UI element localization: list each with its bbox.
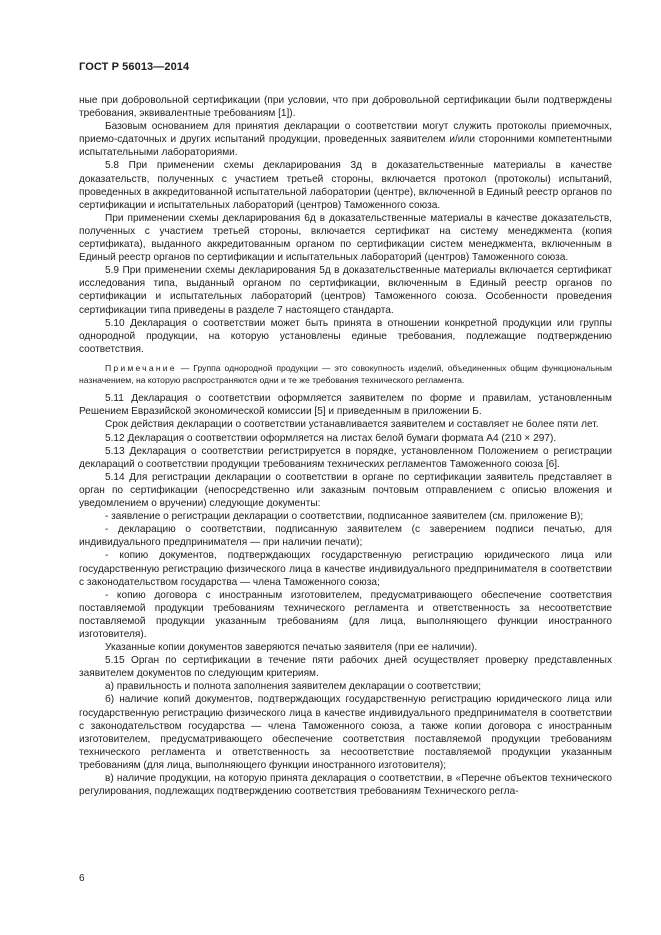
standard-designation: ГОСТ Р 56013—2014 [79,61,190,73]
body-paragraph: - декларацию о соответствии, подписанную заявителем (с заверением подписи печатью, для индивидуального предпринимателя — при наличии печати); [79,524,612,549]
body-paragraph: 5.10 Декларация о соответствии может быть принята в отношении конкретной продукции или группы однородной продукции, на которую установлены единые требования, подлежащие подтверждению соответствия. [79,317,612,355]
body-paragraph: 5.13 Декларация о соответствии регистрируется в порядке, установленном Положением о регистрации деклараций о соответствии продукции требованиям технических регламентов Таможенного союза [6]. [79,445,612,470]
body-paragraph: 5.15 Орган по сертификации в течение пяти рабочих дней осуществляет проверку представленных заявителем документов по следующим критериям. [79,655,612,680]
body-paragraph: Указанные копии документов заверяются печатью заявителя (при ее наличии). [105,642,478,654]
body-paragraph: 5.8 При применении схемы декларирования 3д в доказательственные материалы в качестве доказательств, полученных с участием третьей стороны, включается протокол (протоколы) испытаний, проведенных в аккредитованной испытательной лаборатории (центре), включенной в Единый реестр органов по сертификации и испытательных лабораторий (центров) Таможенного союза. [79,160,612,211]
body-paragraph: 5.12 Декларация о соответствии оформляется на листах белой бумаги формата А4 (210 × 297). [105,432,557,444]
body-paragraph: - копию документов, подтверждающих государственную регистрацию юридического лица или государственную регистрацию физического лица в качестве индивидуального предпринимателя в соответствии с законодательством государства — члена Таможенного союза; [79,550,612,588]
body-paragraph: 5.14 Для регистрации декларации о соответствии в органе по сертификации заявитель представляет в орган по сертификации (непосредственно или заказным почтовым отправлением с описью вложения и уведомлением о вручении) следующие документы: [79,471,612,510]
body-paragraph: Базовым основанием для принятия декларации о соответствии могут служить протоколы приемочных, приемо-сдаточных и других испытаний продукции, проведенных заявителем и/или сторонними компетентными испытательными лабораториями. [79,121,612,159]
body-paragraph: б) наличие копий документов, подтверждающих государственную регистрацию юридического лица или государственную регистрацию физического лица в качестве индивидуального предпринимателя в соответствии с законодательством государства — члена Таможенного союза, а также копии договора с иностранным изготовителем, предусматривающего обеспечение соответствия поставляемой продукции требованиям технического регламента и ответственность за несоответствие поставляемой продукции указанным требованиям (для лица, выполняющего функции иностранного изготовителя); [79,694,612,771]
note-label: Примечание [105,362,177,373]
page-number: 6 [79,873,85,884]
body-paragraph: - заявление о регистрации декларации о соответствии, подписанное заявителем (см. приложение В); [105,511,584,523]
body-paragraph: Срок действия декларации о соответствии устанавливается заявителем и составляет не более пяти лет. [105,419,599,431]
body-paragraph: 5.9 При применении схемы декларирования 5д в доказательственные материалы включается сертификат исследования типа, выданный органом по сертификации, включенным в Единый реестр органов по сертификации и испытательных лабораторий (центров) Таможенного союза. Особенности проведения сертификации типа приведены в разделе 7 настоящего стандарта. [79,265,612,316]
body-paragraph: 5.11 Декларация о соответствии оформляется заявителем по форме и правилам, установленным Решением Евразийской экономической комиссии [5] и приведенным в приложении Б. [79,393,612,418]
body-paragraph: При применении схемы декларирования 6д в доказательственные материалы в качестве доказательств, полученных с участием третьей стороны, включается сертификат на систему менеджмента (копия сертификата), выданного аккредитованным органом по сертификации систем менеджмента, включенным в Единый реестр органов по сертификации и испытательных лабораторий (центров) Таможенного союза. [79,212,612,264]
note-paragraph [79,362,612,386]
note-text: — Группа однородной продукции — это совокупность изделий, объединенных общим функциональным назначением, на которую распространяются одни и те же требования технического регламента. [79,362,612,386]
body-paragraph: ные при добровольной сертификации (при условии, что при добровольной сертификации были подтверждены требования, эквивалентные требованиям [1]). [79,95,612,120]
body-paragraph: а) правильность и полнота заполнения заявителем декларации о соответствии; [105,681,482,693]
body-text [79,94,612,798]
body-paragraph: - копию договора с иностранным изготовителем, предусматривающего обеспечение соответствия поставляемой продукции требованиям технического регламента и ответственность за несоответствие поставляемой продукции указанным требованиям (для лица, выполняющего функции иностранного изготовителя). [79,589,612,640]
body-paragraph: в) наличие продукции, на которую принята декларация о соответствии, в «Перечне объектов технического регулирования, подлежащих подтверждению соответствия требованиям Технического регла- [79,773,612,798]
